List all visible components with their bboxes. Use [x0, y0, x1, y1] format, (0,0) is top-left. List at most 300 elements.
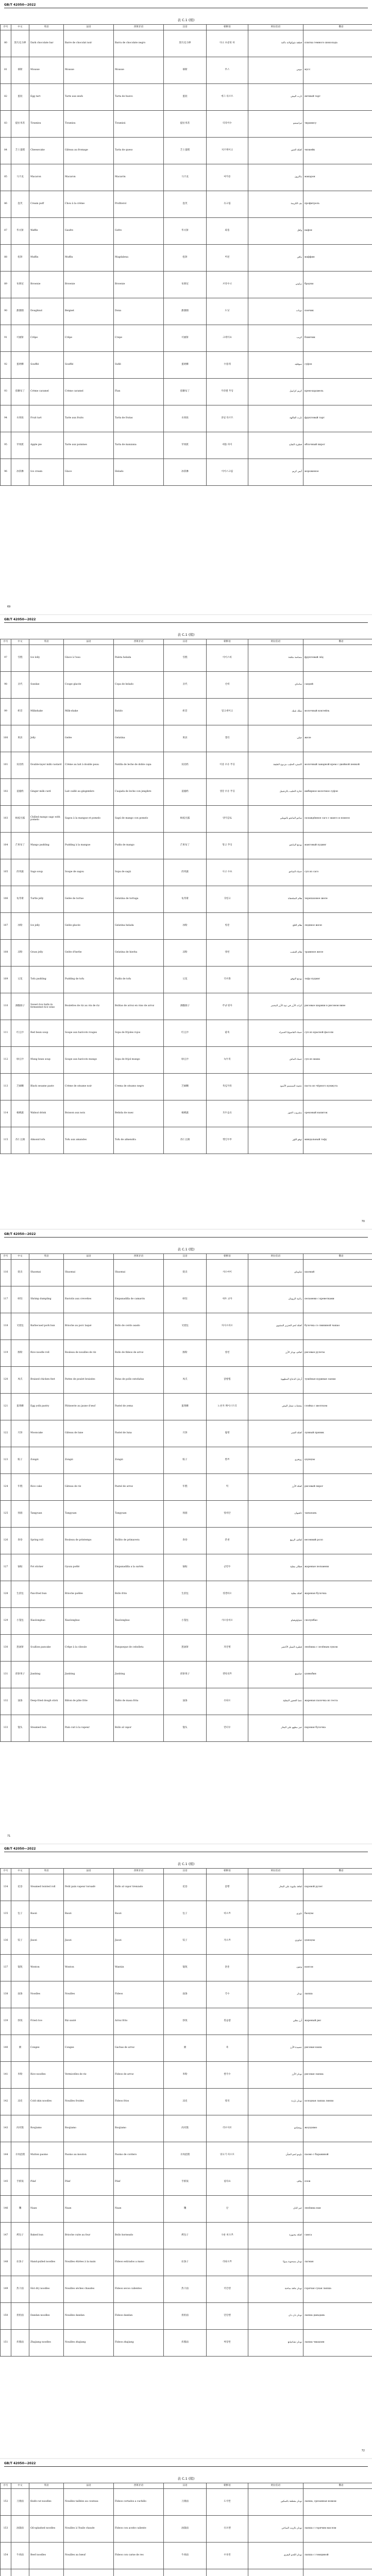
table-cell: 망고 푸딩: [207, 832, 248, 859]
table-cell: 젠빙궈쯔: [207, 1661, 248, 1688]
table-cell: نودلز: [248, 1981, 303, 2008]
table-cell: 샤오마이: [207, 1259, 248, 1286]
table-cell: Paomo de cordero: [114, 2142, 164, 2168]
table-cell: 担担面: [11, 2302, 29, 2329]
table-cell: 춘권: [207, 1527, 248, 1554]
table-cell: 叉烧包: [164, 1313, 207, 1340]
table-cell: 노른자 페이스트리: [207, 1393, 248, 1420]
table-cell: Fideos dandan: [114, 2302, 164, 2329]
table-cell: كرات الأرز في نبيذ الأرز المخمر: [248, 993, 303, 1020]
table-row: [1, 2008, 372, 2035]
table-cell: Bâton de pâte frite: [64, 1688, 114, 1715]
table-cell: Gachas de arroz: [114, 2035, 164, 2061]
table-cell: цзунцзы: [303, 1447, 372, 1473]
table-row: [1, 2061, 372, 2088]
table-cell: 117: [1, 1286, 11, 1313]
table-cell: 쫑쯔: [207, 1447, 248, 1473]
table-cell: Macaron: [29, 164, 64, 191]
table-cell: Ice jelly: [29, 912, 64, 939]
table-cell: сандей: [303, 671, 372, 698]
table-cell: زونغزي: [248, 1447, 303, 1473]
table-cell: Sundae: [29, 671, 64, 698]
table-cell: شاوماي: [248, 1259, 303, 1286]
table-row: [1, 1715, 372, 1741]
table-cell: [207, 2569, 248, 2576]
table-cell: 炒饭: [164, 2008, 207, 2035]
table-cell: 116: [1, 1259, 11, 1286]
table-cell: Soupe de sagou: [64, 859, 114, 886]
table-row: [1, 645, 372, 671]
table-cell: Nouilles taillées au couteau: [64, 2488, 114, 2515]
table-cell: 생강 우유 푸딩: [207, 778, 248, 805]
table-cell: 111: [1, 1020, 11, 1046]
table-cell: 꽃빵: [207, 1874, 248, 1901]
column-header: 英语: [29, 1254, 64, 1260]
table-cell: ميلك شيك: [248, 698, 303, 725]
table-cell: 149: [1, 2276, 11, 2302]
table-header-row: [1, 1869, 372, 1874]
table-row: [1, 164, 372, 191]
table-cell: Pilaf: [114, 2168, 164, 2195]
table-row: [1, 378, 372, 405]
table-row: [1, 886, 372, 912]
table-cell: 油泼面: [11, 2515, 29, 2542]
table-cell: плитка темного шоколада: [303, 30, 372, 57]
table-cell: 泡芙: [11, 191, 29, 217]
table-cell: 샤오롱바오: [207, 1607, 248, 1634]
table-cell: сяолунбао: [303, 1607, 372, 1634]
table-cell: 春卷: [164, 1527, 207, 1554]
table-cell: 馒头: [164, 1715, 207, 1741]
table-row: [1, 1127, 372, 1154]
table-cell: 姜撞奶: [164, 778, 207, 805]
table-row: [1, 993, 372, 1020]
table-cell: 姜撞奶: [11, 778, 29, 805]
table-cell: ледяное желе: [303, 912, 372, 939]
table-cell: 113: [1, 1073, 11, 1100]
column-header: 法语: [64, 25, 114, 30]
table-cell: 热干面: [164, 2276, 207, 2302]
table-cell: Boulettes de riz au vin de riz: [64, 993, 114, 1020]
table-cell: Grass jelly: [29, 939, 64, 966]
table-row: [1, 1527, 372, 1554]
table-cell: 양지감로: [207, 805, 248, 832]
table-cell: مشروب الجوز: [248, 1100, 303, 1127]
table-cell: Ice lolly: [29, 645, 64, 671]
table-cell: 芝麻糊: [164, 1073, 207, 1100]
table-cell: Wantán: [114, 1954, 164, 1981]
table-cell: 凤爪: [164, 1366, 207, 1393]
table-cell: Baozi: [29, 1901, 64, 1927]
table-cell: حساء الساجو: [248, 859, 303, 886]
table-cell: 더우화: [207, 966, 248, 993]
table-cell: молочный заварной крем с двойной пенкой: [303, 752, 372, 778]
table-cell: 141: [1, 2061, 11, 2088]
table-cell: 杨枝甘露: [164, 805, 207, 832]
column-header: 朝鲜语: [207, 1254, 248, 1260]
table-cell: Wonton: [29, 1954, 64, 1981]
table-row: [1, 1020, 372, 1046]
table-cell: 119: [1, 1340, 11, 1366]
table-cell: [29, 2569, 64, 2576]
table-cell: Pastel de luna: [114, 1420, 164, 1447]
table-cell: Gâteau au fromage: [64, 137, 114, 164]
table-cell: Paomo au mouton: [64, 2142, 114, 2168]
table-cell: 행인두부: [207, 1127, 248, 1154]
table-cell: 冰粉: [11, 912, 29, 939]
table-cell: Tangyuan: [114, 1500, 164, 1527]
table-cell: 93: [1, 378, 11, 405]
table-cell: Paleta helada: [114, 645, 164, 671]
column-header: 阿拉伯语: [248, 1869, 303, 1874]
table-cell: лагман: [303, 2249, 372, 2276]
table-cell: Brownie: [29, 271, 64, 298]
table-row: [1, 1340, 372, 1366]
page-number: 72: [361, 2449, 365, 2452]
table-cell: Nouilles étirées à la main: [64, 2249, 114, 2276]
table-cell: 烧卖: [164, 1259, 207, 1286]
table-row: [1, 939, 372, 966]
standard-number: GB/T 42050—2022: [4, 618, 36, 621]
table-cell: 汤圆: [11, 1500, 29, 1527]
table-cell: 可丽饼: [11, 325, 29, 351]
table-cell: 焦糖布丁: [164, 378, 207, 405]
table-cell: тушёные куриные лапки: [303, 1366, 372, 1393]
table-cell: брауни: [303, 271, 372, 298]
table-cell: 炸酱面: [11, 2329, 29, 2356]
column-header: 汉语: [164, 639, 207, 645]
table-cell: Bollo horneado: [114, 2222, 164, 2249]
table-row: [1, 191, 372, 217]
table-cell: 年糕: [164, 1473, 207, 1500]
column-header: 阿拉伯语: [248, 25, 303, 30]
table-cell: 刀削面: [164, 2488, 207, 2515]
table-cell: 다크 초콜릿 바: [207, 30, 248, 57]
table-cell: 102: [1, 778, 11, 805]
table-row: [1, 1954, 372, 1981]
table-cell: 137: [1, 1954, 11, 1981]
table-cell: 包子: [11, 1901, 29, 1927]
column-header: 中文: [11, 25, 29, 30]
table-cell: Fideos: [114, 1981, 164, 2008]
table-cell: рисовые рулеты: [303, 1340, 372, 1366]
standard-number: GB/T 42050—2022: [4, 1847, 36, 1851]
column-header: 英语: [29, 639, 64, 645]
table-cell: 果冻: [164, 725, 207, 752]
table-cell: 121: [1, 1393, 11, 1420]
table-cell: 凉皮: [164, 2088, 207, 2115]
table-cell: Gelée de tortue: [64, 886, 114, 912]
table-cell: Coupe glacée: [64, 671, 114, 698]
table-cell: Zongzi: [29, 1447, 64, 1473]
table-cell: 량피: [207, 2088, 248, 2115]
table-cell: 豆花: [164, 966, 207, 993]
table-cell: Cheesecake: [29, 137, 64, 164]
table-row: [1, 1581, 372, 1607]
table-cell: براوني: [248, 271, 303, 298]
table-cell: 주냥 원자: [207, 993, 248, 1020]
table-row: [1, 1259, 372, 1286]
table-cell: 葱油饼: [11, 1634, 29, 1661]
table-cell: نودلز اللحم البقري: [248, 2542, 303, 2569]
table-cell: 크레이프: [207, 325, 248, 351]
table-row: [1, 1420, 372, 1447]
table-cell: 小笼包: [11, 1607, 29, 1634]
table-cell: Baozi: [114, 1901, 164, 1927]
table-cell: Barbecued pork bun: [29, 1313, 64, 1340]
table-cell: 144: [1, 2142, 11, 2168]
table-cell: Nouilles sèches chaudes: [64, 2276, 114, 2302]
table-cell: 月饼: [11, 1420, 29, 1447]
table-cell: كريم كراميل: [248, 378, 303, 405]
table-row: [1, 832, 372, 859]
table-cell: عصا العجين المقلية: [248, 1688, 303, 1715]
column-header: 阿拉伯语: [248, 1254, 303, 1260]
table-cell: цзяоцзы: [303, 1927, 372, 1954]
table-cell: 烧卖: [11, 1259, 29, 1286]
table-cell: 새우 교자: [207, 1286, 248, 1313]
table-cell: 绿豆沙: [11, 1046, 29, 1073]
table-cell: мороженое: [303, 459, 372, 485]
table-cell: 绿豆沙: [164, 1046, 207, 1073]
table-cell: Brownie: [64, 271, 114, 298]
table-cell: 100: [1, 725, 11, 752]
table-cell: كعكة الجبن: [248, 137, 303, 164]
table-cell: Scallion pancake: [29, 1634, 64, 1661]
table-cell: Gelatina de tortuga: [114, 886, 164, 912]
table-cell: مافن: [248, 244, 303, 271]
table-cell: Natilla de leche de doble capa: [114, 752, 164, 778]
table-cell: рисовые шарики в рисовом вине: [303, 993, 372, 1020]
table-cell: жоуцзямо: [303, 2115, 372, 2142]
table-cell: 雪糕: [11, 645, 29, 671]
table-cell: Pilaf: [64, 2168, 114, 2195]
table-cell: Rouleau de printemps: [64, 1527, 114, 1554]
table-cell: وافل: [248, 217, 303, 244]
table-cell: 马卡龙: [164, 164, 207, 191]
table-cell: Pâtisserie au jaune d'œuf: [64, 1393, 114, 1420]
table-cell: هلام السلحفاة: [248, 886, 303, 912]
table-cell: 86: [1, 191, 11, 217]
table-cell: 118: [1, 1313, 11, 1340]
table-cell: 군만두: [207, 1554, 248, 1581]
table-cell: 包子: [164, 1901, 207, 1927]
table-cell: 面条: [11, 1981, 29, 2008]
column-header: 朝鲜语: [207, 25, 248, 30]
table-cell: миндальный тофу: [303, 1127, 372, 1154]
table-cell: 芝麻糊: [11, 1073, 29, 1100]
table-cell: [303, 2569, 372, 2576]
table-cell: نودلز مقطعة بالسكين: [248, 2488, 303, 2515]
table-cell: 小笼包: [164, 1607, 207, 1634]
table-cell: травяное желе: [303, 939, 372, 966]
table-cell: 112: [1, 1046, 11, 1073]
page-header: [4, 3, 368, 8]
table-cell: Pain cuit à la vapeur: [64, 1715, 114, 1741]
table-row: [1, 725, 372, 752]
table-cell: 烤包子: [164, 2222, 207, 2249]
table-cell: 慕斯: [164, 57, 207, 83]
column-header: 俄语: [303, 2483, 372, 2489]
table-cell: Knife-cut noodles: [29, 2488, 64, 2515]
table-cell: молочный коктейль: [303, 698, 372, 725]
table-cell: 月饼: [164, 1420, 207, 1447]
table-cell: Baked bun: [29, 2222, 64, 2249]
table-row: [1, 298, 372, 325]
page-header: [4, 2462, 368, 2467]
table-cell: Bebida de nuez: [114, 1100, 164, 1127]
table-cell: суп из саго: [303, 859, 372, 886]
table-cell: 蛋黄酥: [11, 1393, 29, 1420]
table-cell: Rice cake: [29, 1473, 64, 1500]
table-cell: 米粉: [164, 2061, 207, 2088]
table-cell: 年糕: [11, 1473, 29, 1500]
table-cell: Tiramisú: [114, 110, 164, 137]
table-cell: 肠粉: [11, 1340, 29, 1366]
table-cell: 124: [1, 1473, 11, 1500]
document-page: [0, 0, 372, 615]
table-cell: 油条: [164, 1688, 207, 1715]
table-cell: Bolitas de arroz en vino de arroz: [114, 993, 164, 1020]
table-cell: Tangyuan: [64, 1500, 114, 1527]
column-header: 法语: [64, 1869, 114, 1874]
table-cell: суп из красной фасоли: [303, 1020, 372, 1046]
table-cell: Macaron: [64, 164, 114, 191]
table-cell: 杏仁豆腐: [11, 1127, 29, 1154]
table-cell: 龟苓膏: [11, 886, 29, 912]
table-cell: 烤包子: [11, 2222, 29, 2249]
table-row: [1, 110, 372, 137]
table-row: [1, 2035, 372, 2061]
table-cell: Pudín de mango: [114, 832, 164, 859]
table-cell: Batido: [114, 698, 164, 725]
table-cell: Bollo al vapor: [114, 1715, 164, 1741]
table-cell: 芒果布丁: [11, 832, 29, 859]
table-cell: Spring roll: [29, 1527, 64, 1554]
table-cell: булочка со свининой чашао: [303, 1313, 372, 1340]
table-cell: 월병: [207, 1420, 248, 1447]
table-cell: Fruit tart: [29, 405, 64, 432]
table-cell: Jianbing: [114, 1661, 164, 1688]
table-cell: نودلز باردة: [248, 2088, 303, 2115]
table-cell: [164, 2569, 207, 2576]
table-cell: 카라멜 푸딩: [207, 378, 248, 405]
table-cell: 96: [1, 459, 11, 485]
column-header: 西班牙语: [114, 1869, 164, 1874]
table-cell: Dona: [114, 298, 164, 325]
table-cell: عجينة السمسم الأسود: [248, 1073, 303, 1100]
table-cell: Nouilles: [64, 1981, 114, 2008]
table-cell: 자오쯔: [207, 1927, 248, 1954]
table-cell: Crêpe: [64, 325, 114, 351]
table-cell: 提拉米苏: [11, 110, 29, 137]
table-cell: ونتون: [248, 1954, 303, 1981]
table-cell: Nouilles froides: [64, 2088, 114, 2115]
table-cell: Double-layer milk custard: [29, 752, 64, 778]
table-cell: 150: [1, 2302, 11, 2329]
table-cell: Tofu aux amandes: [64, 1127, 114, 1154]
table-cell: яичный тарт: [303, 83, 372, 110]
table-cell: Fideos cortados a cuchillo: [114, 2488, 164, 2515]
column-header: 英语: [29, 25, 64, 30]
table-cell: Copa de helado: [114, 671, 164, 698]
table-cell: Gelée glacée: [64, 912, 114, 939]
table-cell: 酒酿圆子: [164, 993, 207, 1020]
column-header: 汉语: [164, 1254, 207, 1260]
table-cell: Naan: [64, 2195, 114, 2222]
table-cell: 肉夹馍: [11, 2115, 29, 2142]
table-cell: Tarte aux fruits: [64, 405, 114, 432]
table-cell: 140: [1, 2035, 11, 2061]
table-cell: Soupe aux haricots mungo: [64, 1046, 114, 1073]
table-cell: Crêpe à la ciboule: [64, 1634, 114, 1661]
table-cell: 83: [1, 110, 11, 137]
table-cell: паста из чёрного кунжута: [303, 1073, 372, 1100]
table-cell: Nouilles dandan: [64, 2302, 114, 2329]
table-row: [1, 671, 372, 698]
column-header: 俄语: [303, 1869, 372, 1874]
glossary-table: [0, 639, 372, 1154]
column-header: 中文: [11, 2483, 29, 2489]
standard-number: GB/T 42050—2022: [4, 1232, 36, 1236]
glossary-table: [0, 1868, 372, 2357]
table-row: [1, 912, 372, 939]
table-cell: 圣代: [11, 671, 29, 698]
table-cell: Chou à la crème: [64, 191, 114, 217]
table-cell: лапша, срезанная ножом: [303, 2488, 372, 2515]
table-row: [1, 1473, 372, 1500]
standard-number: GB/T 42050—2022: [4, 2462, 36, 2465]
table-cell: лепёшка с зелёным луком: [303, 1634, 372, 1661]
table-cell: 에그 타르트: [207, 83, 248, 110]
table-cell: Noodles: [29, 1981, 64, 2008]
table-cell: Gâteau de lune: [64, 1420, 114, 1447]
table-cell: Sopa de frijoles rojos: [114, 1020, 164, 1046]
page-header: [4, 1847, 368, 1852]
table-cell: لفائف نودلز الأرز: [248, 1340, 303, 1366]
table-cell: Sweet rice balls in fermented rice wine: [29, 993, 64, 1020]
table-cell: Barra de chocolate negro: [114, 30, 164, 57]
header-rule: [4, 1237, 368, 1238]
table-cell: 팥죽: [207, 1020, 248, 1046]
table-cell: 泡芙: [164, 191, 207, 217]
column-header: 中文: [11, 1869, 29, 1874]
table-cell: كعكة القمر: [248, 1420, 303, 1447]
table-cell: Ice cream: [29, 459, 64, 485]
table-cell: суфле: [303, 351, 372, 378]
column-header: 俄语: [303, 25, 372, 30]
table-cell: Roujiamo: [64, 2115, 114, 2142]
table-cell: نودلز جافة ساخنة: [248, 2276, 303, 2302]
table-cell: лапша даньдань: [303, 2302, 372, 2329]
table-cell: سانداي: [248, 671, 303, 698]
table-cell: باومو لحم الضأن: [248, 2142, 303, 2168]
table-cell: пельмени с креветками: [303, 1286, 372, 1313]
table-cell: 훈툰: [207, 1954, 248, 1981]
table-cell: 苹果派: [11, 432, 29, 459]
table-cell: 147: [1, 2222, 11, 2249]
table-cell: яблочный пирог: [303, 432, 372, 459]
table-cell: 杨枝甘露: [11, 805, 29, 832]
table-cell: خبز مطهو على البخار: [248, 1715, 303, 1741]
table-cell: 라탸오쯔: [207, 2249, 248, 2276]
table-cell: Mung bean soup: [29, 1046, 64, 1073]
table-cell: كاسترد الحليب مزدوج الطبقة: [248, 752, 303, 778]
table-cell: цзяньбин: [303, 1661, 372, 1688]
table-cell: 汤圆: [164, 1500, 207, 1527]
table-cell: 春卷: [11, 1527, 29, 1554]
table-cell: Cream puff: [29, 191, 64, 217]
